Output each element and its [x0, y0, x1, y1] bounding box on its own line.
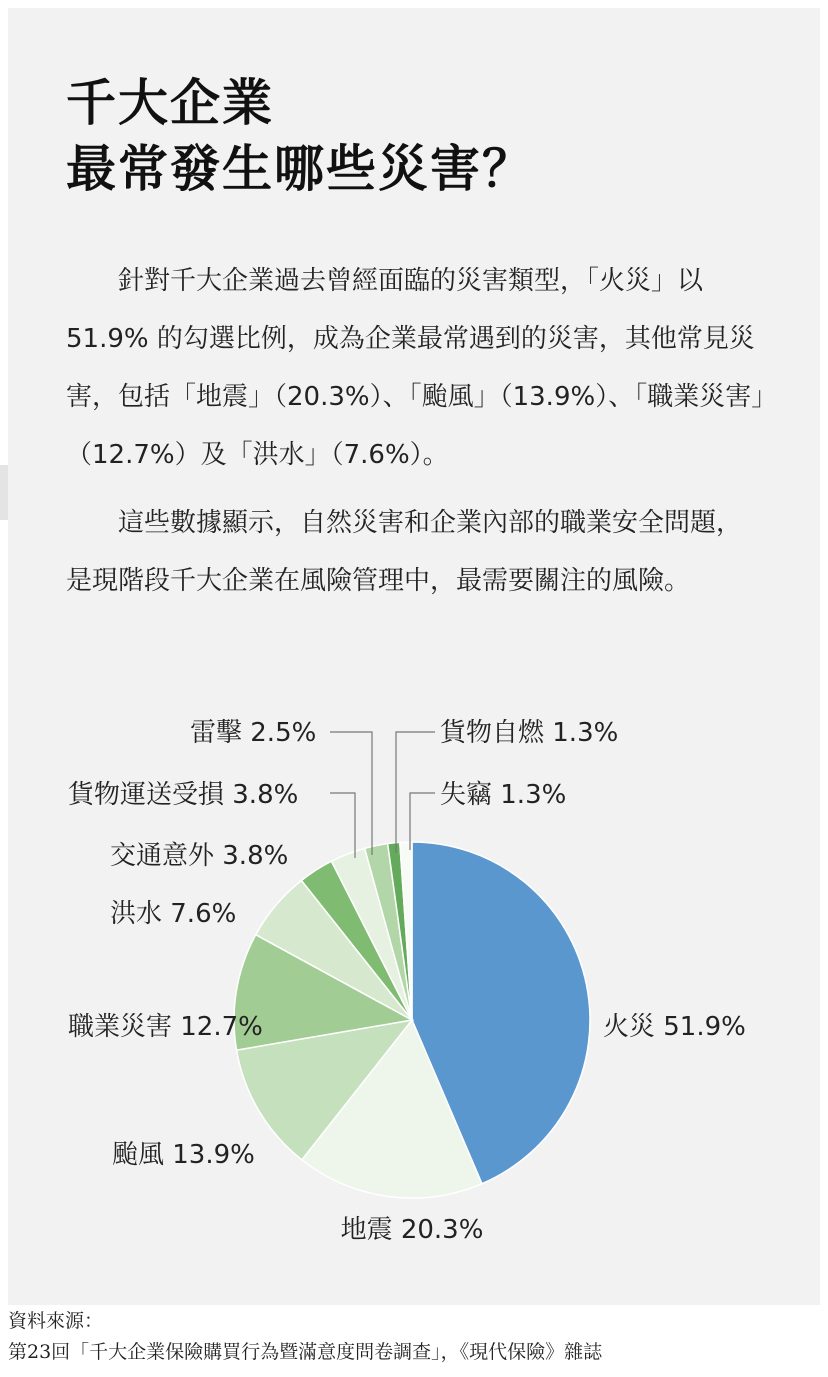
source-text: 第23回「千大企業保險購買行為暨滿意度問卷調查」，《現代保險》雜誌 — [8, 1341, 603, 1363]
slice-label-7: 雷擊 2.5% — [190, 718, 317, 748]
slice-label-0: 火災 51.9% — [603, 1012, 746, 1042]
pie-slices — [234, 842, 590, 1198]
source-label: 資料來源： — [8, 1310, 104, 1332]
leader-line-6 — [330, 793, 355, 858]
pie-chart — [0, 690, 828, 1250]
title-line-2: 最常發生哪些災害？ — [66, 140, 534, 198]
slice-label-4: 洪水 7.6% — [110, 899, 237, 929]
slice-label-5: 交通意外 3.8% — [110, 841, 289, 871]
slice-label-1: 地震 20.3% — [340, 1215, 484, 1245]
description — [66, 252, 766, 620]
slice-label-6: 貨物運送受損 3.8% — [68, 780, 299, 810]
slice-label-3: 職業災害 12.7% — [68, 1012, 263, 1042]
slice-label-2: 颱風 13.9% — [112, 1140, 255, 1170]
slice-label-9: 失竊 1.3% — [440, 780, 567, 810]
page-title — [66, 70, 534, 202]
side-tab — [0, 465, 8, 520]
title-line-1: 千大企業 — [66, 74, 274, 132]
leader-lines — [330, 732, 435, 858]
slice-label-8: 貨物自燃 1.3% — [440, 718, 619, 748]
paragraph-2: 這些數據顯示，自然災害和企業內部的職業安全問題，是現階段千大企業在風險管理中，最需要關注的風險。 — [66, 508, 743, 596]
paragraph-1: 針對千大企業過去曾經面臨的災害類型，「火災」以 51.9% 的勾選比例，成為企業最常遇到的災害，其他常見災害，包括「地震」（20.3%）、「颱風」（13.9%）、「職業災害」（12.7%）及「洪水」（7.6%）。 — [66, 266, 765, 470]
source-note — [8, 1306, 820, 1368]
